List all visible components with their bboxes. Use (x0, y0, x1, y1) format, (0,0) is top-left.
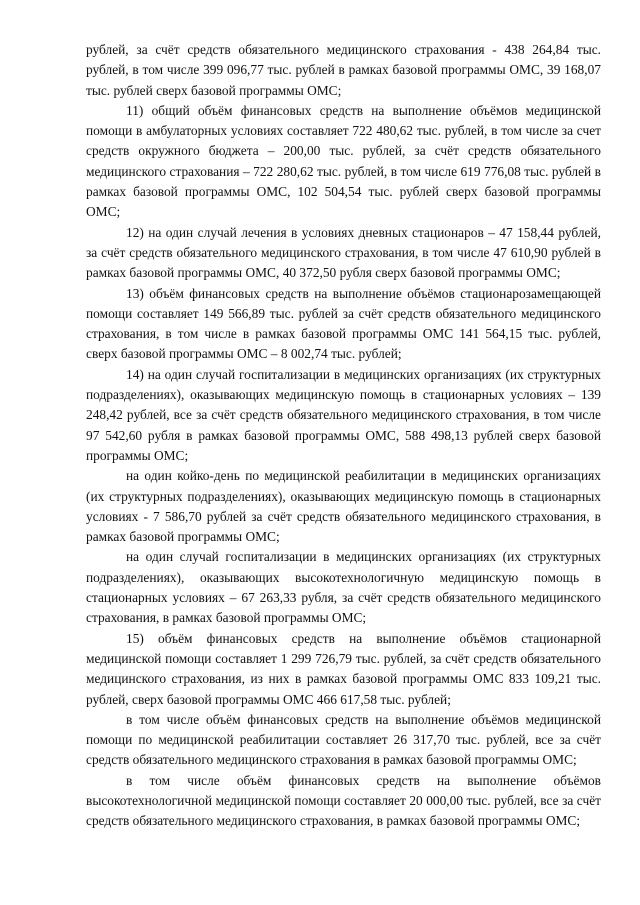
paragraph-item-14: 14) на один случай госпитализации в медицинских организациях (их структурных подразделениях), оказывающих медицинскую помощь в стационарных условиях – 139 248,42 рублей, все за счёт средств обязательного медицинского страхования, в том числе 97 542,60 рубля в рамках базовой программы ОМС, 588 498,13 рублей сверх базовой программы ОМС; (86, 366, 601, 463)
paragraph-item-15: 15) объём финансовых средств на выполнение объёмов стационарной медицинской помощи составляет 1 299 726,79 тыс. рублей, за счёт средств обязательного медицинского страхования, из них в рамках базовой программы ОМС 833 109,21 тыс. рублей, сверх базовой программы ОМС 466 617,58 тыс. рублей; (86, 630, 601, 707)
paragraph-item-11: 11) общий объём финансовых средств на выполнение объёмов медицинской помощи в амбулаторных условиях составляет 722 480,62 тыс. рублей, в том числе за счет средств окружного бюджета – 200,00 тыс. рублей, за счёт средств обязательного медицинского страхования – 722 280,62 тыс. рублей, в том числе 619 776,08 тыс. рублей в рамках базовой программы ОМС, 102 504,54 тыс. рублей сверх базовой программы ОМС; (86, 102, 601, 220)
document-page (86, 40, 601, 832)
paragraph-high-tech-case: на один случай госпитализации в медицинских организациях (их структурных подразделениях), оказывающих высокотехнологичную медицинскую помощь в стационарных условиях – 67 263,33 рубля, за счёт средств обязательного медицинского страхования, в рамках базовой программы ОМС; (86, 549, 601, 626)
paragraph-item-12: 12) на один случай лечения в условиях дневных стационаров – 47 158,44 рублей, за счёт средств обязательного медицинского страхования, в том числе 47 610,90 рублей в рамках базовой программы ОМС, 40 372,50 рубля сверх базовой программы ОМС; (86, 224, 601, 281)
paragraph-continuation: рублей, за счёт средств обязательного медицинского страхования - 438 264,84 тыс. рублей, в том числе 399 096,77 тыс. рублей в рамках базовой программы ОМС, 39 168,07 тыс. рублей сверх базовой программы ОМС; (86, 42, 601, 98)
paragraph-rehab-volume: в том числе объём финансовых средств на выполнение объёмов медицинской помощи по медицинской реабилитации составляет 26 317,70 тыс. рублей, все за счёт средств обязательного медицинского страхования в рамках базовой программы ОМС; (86, 711, 601, 768)
paragraph-high-tech-volume: в том числе объём финансовых средств на выполнение объёмов высокотехнологичной медицинской помощи составляет 20 000,00 тыс. рублей, все за счёт средств обязательного медицинского страхования, в рамках базовой программы ОМС; (86, 772, 601, 829)
paragraph-rehab-bed-day: на один койко-день по медицинской реабилитации в медицинских организациях (их структурных подразделениях), оказывающих медицинскую помощь в стационарных условиях - 7 586,70 рублей за счёт средств обязательного медицинского страхования, в рамках базовой программы ОМС; (86, 468, 601, 545)
paragraph-item-13: 13) объём финансовых средств на выполнение объёмов стационарозамещающей помощи составляет 149 566,89 тыс. рублей за счёт средств обязательного медицинского страхования, в том числе в рамках базовой программы ОМС 141 564,15 тыс. рублей, сверх базовой программы ОМС – 8 002,74 тыс. рублей; (86, 285, 601, 362)
